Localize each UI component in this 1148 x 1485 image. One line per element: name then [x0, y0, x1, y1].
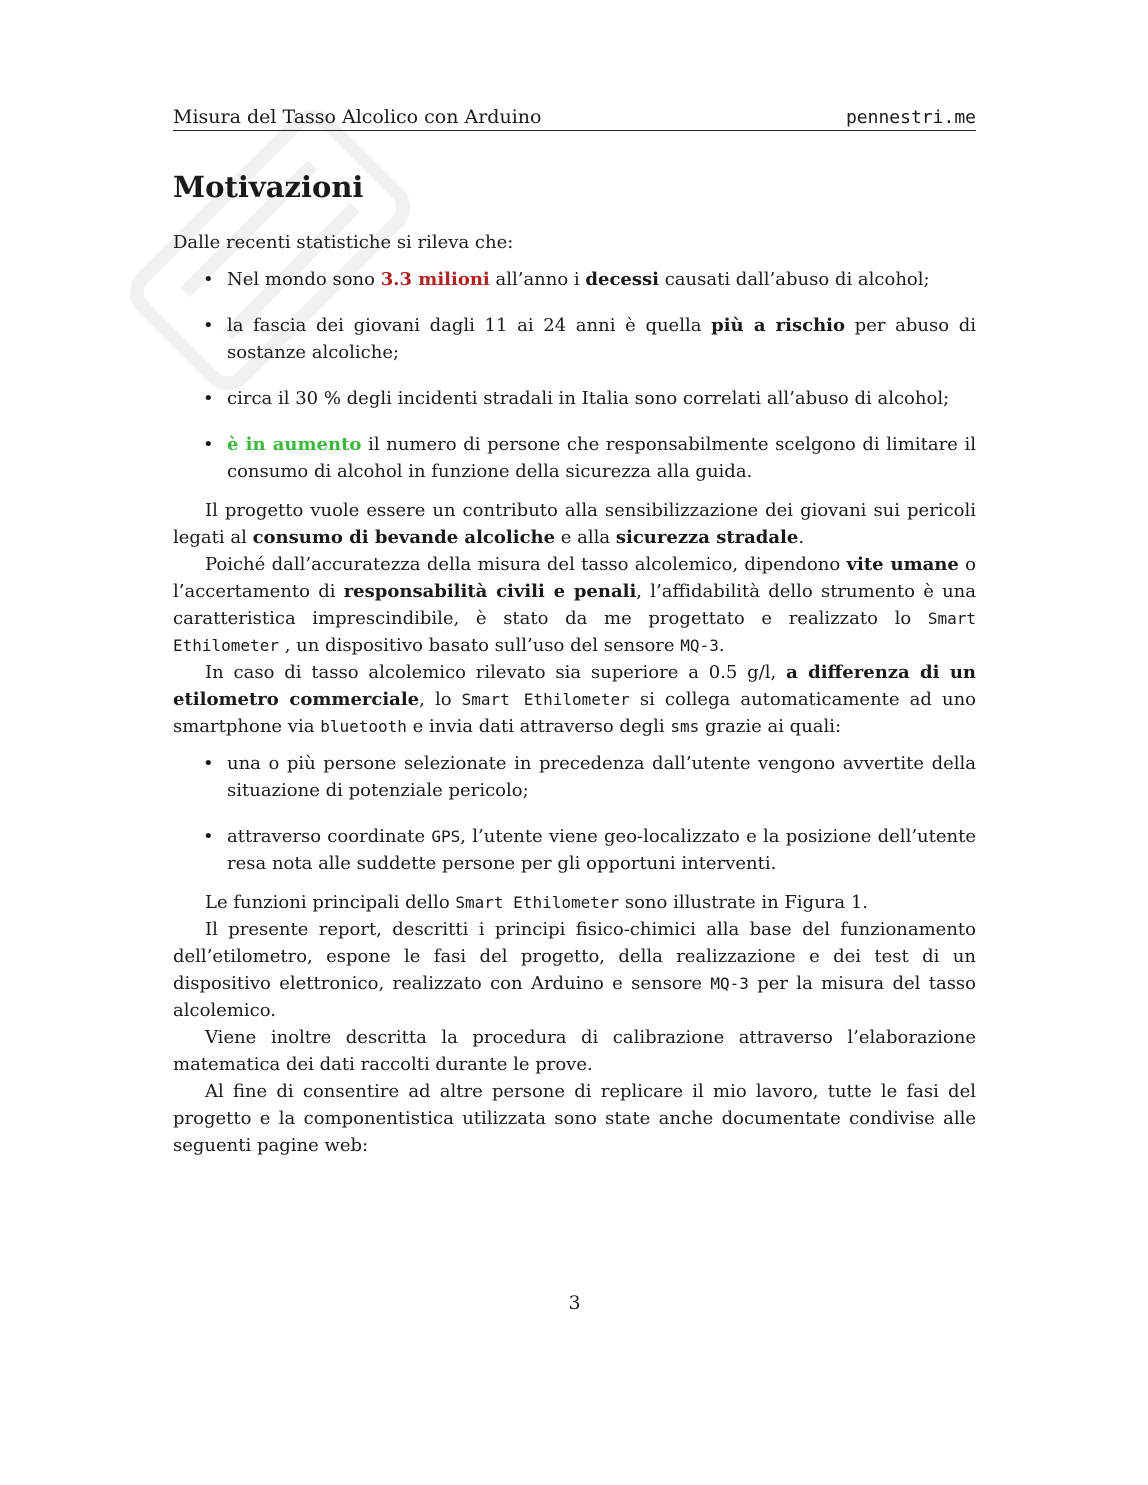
text-span: per la misura del tasso alcolemico. [173, 973, 977, 1021]
bullet-icon: • [203, 315, 214, 336]
bullet-icon: • [203, 753, 214, 774]
list-item [173, 385, 976, 412]
text-span: , lo [419, 689, 462, 710]
list-item [173, 312, 976, 366]
bullet-icon: • [203, 269, 214, 290]
text-span: , l’affidabilità dello strumento è una caratteristica imprescindibile, è stato da me progettato e realizzato lo [173, 581, 977, 629]
text-span: causati dall’abuso di alcohol; [658, 269, 930, 290]
text-span: si collega automaticamente ad uno smartphone via [173, 689, 977, 737]
text-span: Nel mondo sono [227, 269, 381, 290]
intro-paragraph: Dalle recenti statistiche si rileva che: [173, 232, 514, 253]
code-term: sms [670, 717, 700, 736]
text-span: circa il 30 % degli incidenti stradali in Italia sono correlati all’abuso di alcohol; [227, 388, 950, 409]
header-title: Misura del Tasso Alcolico con Arduino [173, 106, 542, 128]
text-span: , l’utente viene geo-localizzato e la posizione dell’utente resa nota alle suddette persone per gli opportuni interventi. [227, 826, 977, 874]
paragraph-calibration: Viene inoltre descritta la procedura di calibrazione attraverso l’elaborazione matematica dei dati raccolti durante le prove. [173, 1027, 976, 1075]
text-span: Poiché dall’accuratezza della misura del tasso alcolemico, dipendono [205, 554, 847, 575]
paragraph-threshold [173, 659, 976, 740]
page-number: 3 [568, 1292, 581, 1314]
text-span: Le funzioni principali dello [205, 892, 456, 913]
section-title: Motivazioni [173, 170, 364, 204]
paragraph-sharing: Al fine di consentire ad altre persone di replicare il mio lavoro, tutte le fasi del progetto e la componentistica utilizzata sono state anche documentate condivise alle seguenti pagine web: [173, 1081, 976, 1156]
code-term: bluetooth [320, 717, 407, 736]
text-span: grazie ai quali: [699, 716, 842, 737]
code-term: GPS [431, 827, 461, 846]
text-span: , un dispositivo basato sull’uso del sensore [278, 635, 681, 656]
highlight-increase: è in aumento [227, 434, 362, 455]
code-term: MQ-3 [710, 974, 749, 993]
body-text [173, 229, 976, 1159]
bullet-icon: • [203, 388, 214, 409]
code-term: Smart Ethilometer [461, 690, 630, 709]
text-span: una o più persone selezionate in precedenza dall’utente vengono avvertite della situazione di potenziale pericolo; [227, 753, 976, 801]
paragraph-project [173, 497, 976, 551]
text-span: per abuso di sostanze alcoliche; [227, 315, 976, 363]
code-term: MQ-3 [680, 636, 719, 655]
list-item [173, 823, 976, 877]
bullet-icon: • [203, 434, 214, 455]
paragraph-reliability [173, 551, 976, 659]
paragraph-functions [173, 889, 976, 916]
text-span: o l’accertamento di [173, 554, 976, 602]
highlight-deaths: 3.3 milioni [380, 269, 490, 290]
bold-term: a differenza di un etilometro commerciale [173, 662, 976, 710]
code-term: Smart Ethilometer [173, 609, 976, 655]
list-item [173, 750, 976, 804]
text-span: . [798, 527, 805, 548]
text-span: . [718, 635, 725, 656]
text-span: Il progetto vuole essere un contributo alla sensibilizzazione dei giovani sui pericoli legati al [173, 500, 976, 548]
code-term: Smart Ethilometer [455, 893, 620, 912]
running-header [173, 106, 976, 131]
text-span: Il presente report, descritti i principi fisico-chimici alla base del funzionamento dell’etilometro, espone le fasi del progetto, della realizzazione e dei test di un dispositivo elettronico, realizzato con Arduino e sensore [173, 919, 976, 994]
bold-term: decessi [585, 269, 659, 290]
bold-term: più a rischio [711, 315, 846, 336]
text-span: la fascia dei giovani dagli 11 ai 24 anni è quella [227, 315, 712, 336]
document-page [173, 0, 976, 1485]
bold-term: vite umane [846, 554, 959, 575]
bold-term: consumo di bevande alcoliche [252, 527, 556, 548]
bold-term: responsabilità civili e penali [343, 581, 637, 602]
statistics-list [173, 266, 976, 485]
text-span: e invia dati attraverso degli [406, 716, 671, 737]
alert-list [173, 750, 976, 877]
text-span: In caso di tasso alcolemico rilevato sia superiore a 0.5 g/l, [205, 662, 787, 683]
header-site: pennestri.me [845, 107, 976, 128]
text-span: attraverso coordinate [227, 826, 432, 847]
text-span: sono illustrate in Figura 1. [619, 892, 869, 913]
bold-term: sicurezza stradale [615, 527, 799, 548]
text-span: il numero di persone che responsabilmente scelgono di limitare il consumo di alcohol in funzione della sicurezza alla guida. [227, 434, 976, 482]
paragraph-report [173, 916, 976, 1024]
text-span: e alla [555, 527, 616, 548]
text-span: all’anno i [489, 269, 586, 290]
list-item [173, 266, 976, 293]
list-item [173, 431, 976, 485]
bullet-icon: • [203, 826, 214, 847]
